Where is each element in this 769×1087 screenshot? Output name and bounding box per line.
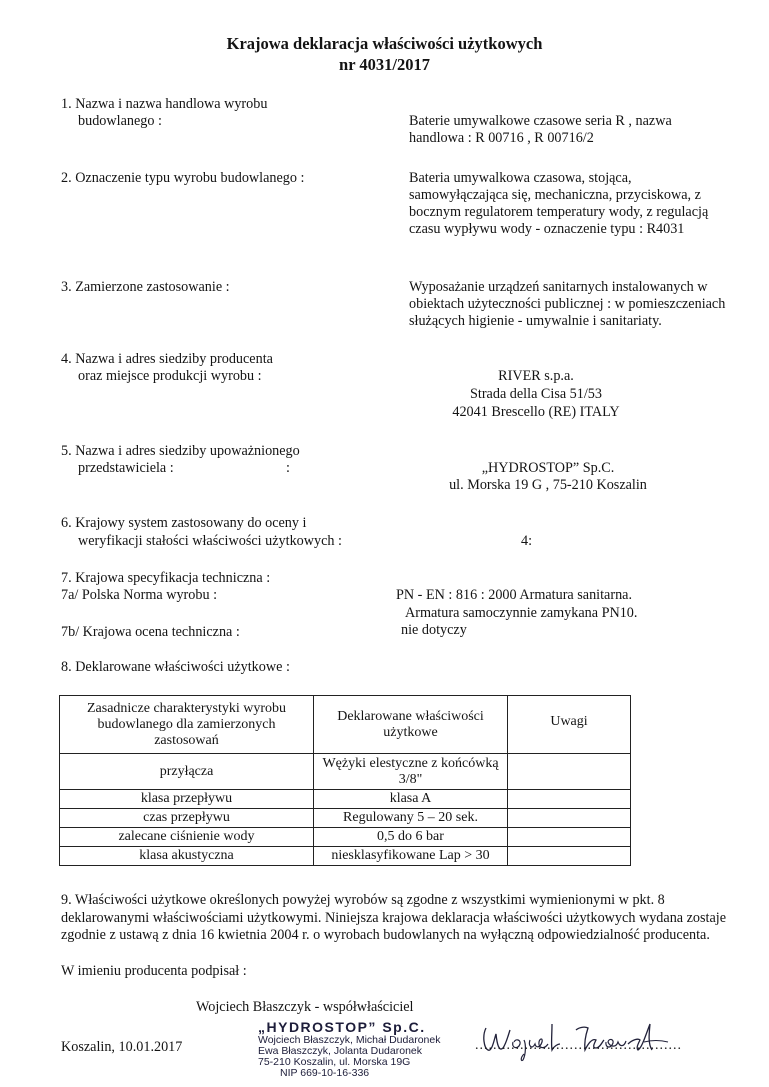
item5-value-line1: „HYDROSTOP” Sp.C. [481,460,615,476]
item6-value: 4: [521,533,533,549]
item5-label-colon: : [286,460,290,476]
table-row [60,790,631,809]
item4-value-line1: RIVER s.p.a. [498,368,574,384]
declared-properties-table [59,695,631,866]
table-header-row [60,696,631,754]
item7a-label: 7a/ Polska Norma wyrobu : [61,587,218,603]
item5-label-line2: przedstawiciela : [78,460,174,476]
table-cell-declared: niesklasyfikowane Lap > 30 [314,847,508,866]
item8-label: 8. Deklarowane właściwości użytkowe : [61,659,290,675]
table-cell-declared: Wężyki elestyczne z końcówką 3/8" [314,754,508,790]
item7b-label: 7b/ Krajowa ocena techniczna : [61,624,240,640]
conformity-statement: 9. Właściwości użytkowe określonych powyżej wyrobów są zgodne z wszystkimi wymienionymi w pkt. 8 deklarowanymi właściwościami użytkowymi. Niniejsza krajowa deklaracja właściwości użytkowych wydana zostaje zgodnie z ustawą z dnia 16 kwietnia 2004 r. o wyrobach budowlanych na wyłączną odpowiedzialność producenta. [61,892,727,944]
table-cell-remarks [508,847,631,866]
place-and-date: Koszalin, 10.01.2017 [61,1039,183,1055]
table-cell-remarks [508,754,631,790]
item6-label-line1: 6. Krajowy system zastosowany do oceny i [61,515,307,531]
item1-label-line2: budowlanego : [78,113,162,129]
table-cell-remarks [508,790,631,809]
stamp-tax-id: NIP 669-10-16-336 [280,1067,370,1079]
item1-label-line1: 1. Nazwa i nazwa handlowa wyrobu [61,96,268,112]
table-row [60,828,631,847]
company-stamp [258,1019,440,1079]
table-cell-remarks [508,828,631,847]
table-cell-remarks [508,809,631,828]
stamp-owners-line2: Ewa Błaszczyk, Jolanta Dudaronek [258,1045,422,1057]
item7a-value-line2: Armatura samoczynnie zamykana PN10. [405,605,638,621]
table-header-characteristics: Zasadnicze charakterystyki wyrobu budowlanego dla zamierzonych zastosowań [60,696,314,754]
table-cell-characteristic: zalecane ciśnienie wody [60,828,314,847]
document-title: Krajowa deklaracja właściwości użytkowych [226,34,543,53]
table-cell-declared: 0,5 do 6 bar [314,828,508,847]
table-row [60,847,631,866]
table-cell-characteristic: czas przepływu [60,809,314,828]
table-cell-declared: Regulowany 5 – 20 sek. [314,809,508,828]
item4-label-line2: oraz miejsce produkcji wyrobu : [78,368,262,384]
item6-label-line2: weryfikacji stałości właściwości użytkowych : [78,533,342,549]
document-number: nr 4031/2017 [339,55,430,74]
item3-label: 3. Zamierzone zastosowanie : [61,279,230,295]
item4-label-line1: 4. Nazwa i adres siedziby producenta [61,351,273,367]
item4-value-line3: 42041 Brescello (RE) ITALY [452,404,620,420]
stamp-address: 75-210 Koszalin, ul. Morska 19G [258,1056,411,1068]
table-cell-declared: klasa A [314,790,508,809]
signed-by-label: W imieniu producenta podpisał : [61,963,247,979]
item7b-value: nie dotyczy [401,622,467,638]
item5-value-line2: ul. Morska 19 G , 75-210 Koszalin [449,477,647,493]
item4-value-line2: Strada della Cisa 51/53 [470,386,602,402]
stamp-owners-line1: Wojciech Błaszczyk, Michał Dudaronek [258,1034,441,1046]
item7a-value-line1: PN - EN : 816 : 2000 Armatura sanitarna. [396,587,633,603]
item7-label: 7. Krajowa specyfikacja techniczna : [61,570,271,586]
item5-label-line1: 5. Nazwa i adres siedziby upoważnionego [61,443,300,459]
table-row [60,754,631,790]
signer-name: Wojciech Błaszczyk - współwłaściciel [196,999,414,1015]
table-row [60,809,631,828]
signature-dotted-line: .............................................. [475,1038,682,1053]
table-header-remarks: Uwagi [508,696,631,754]
item2-label: 2. Oznaczenie typu wyrobu budowlanego : [61,170,305,186]
item1-value: Baterie umywalkowe czasowe seria R , nazwa handlowa : R 00716 , R 00716/2 [409,113,672,146]
item3-value: Wyposażanie urządzeń sanitarnych instalowanych w obiektach użyteczności publicznej : w pomieszczeniach służących higienie - umywalnie i sanitariaty. [409,279,726,329]
table-header-declared: Deklarowane właściwości użytkowe [314,696,508,754]
stamp-company-name: „HYDROSTOP” Sp.C. [258,1019,426,1035]
item2-value: Bateria umywalkowa czasowa, stojąca, samowyłączająca się, mechaniczna, przyciskowa, z bocznym regulatorem temperatury wody, z regulacją czasu wypływu wody - oznaczenie typu : R4031 [409,170,709,237]
table-cell-characteristic: klasa przepływu [60,790,314,809]
table-cell-characteristic: przyłącza [60,754,314,790]
table-cell-characteristic: klasa akustyczna [60,847,314,866]
